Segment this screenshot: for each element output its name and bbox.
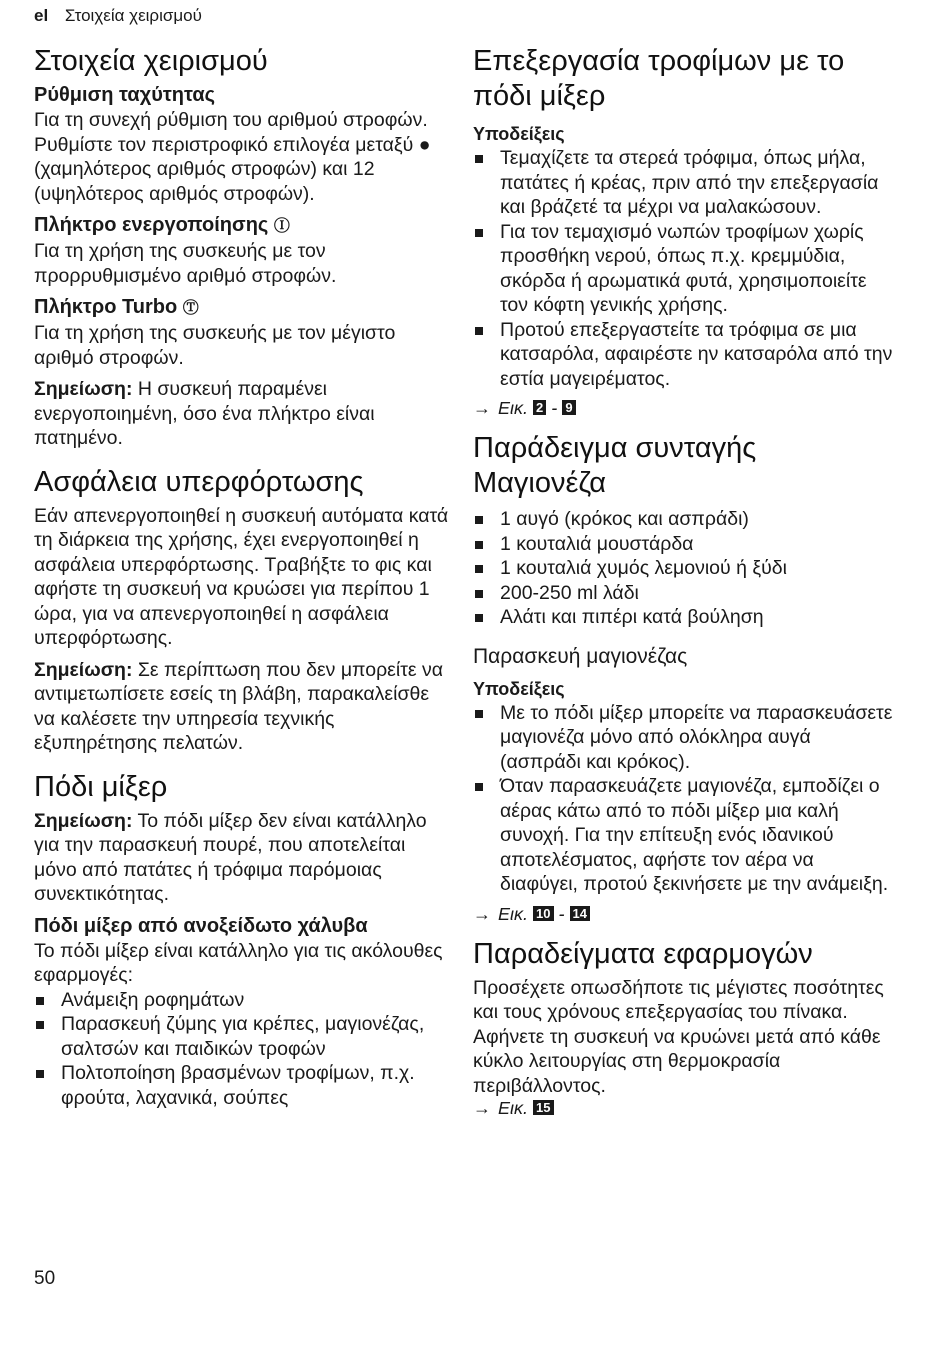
steel-heading: Πόδι μίξερ από ανοξείδωτο χάλυβα [34,914,368,937]
overload-title: Ασφάλεια υπερφόρτωσης [34,465,364,498]
processing-tips-list [473,146,893,391]
on-button-text: Για τη χρήση της συσκευής με τον προρρυθμισμένο αριθμό στροφών. [34,240,337,287]
figure-badge: 15 [533,1100,553,1115]
page-number: 50 [34,1268,56,1289]
speed-heading: Ρύθμιση ταχύτητας [34,84,216,106]
arrow-right-icon: → [473,903,491,924]
list-item: 1 κουταλιά μουστάρδα [473,532,893,557]
list-item: Ανάμειξη ροφημάτων [34,988,449,1013]
arrow-right-icon: → [473,398,491,418]
turbo-symbol-icon: Ⓣ [182,300,199,317]
header-title: Στοιχεία χειρισμού [64,6,202,25]
list-item: Για τον τεμαχισμό νωπών τροφίμων χωρίς προσθήκη νερού, όπως π.χ. κρεμμύδια, σκόρδα ή αρωματικά φυτά, χρησιμοποιείτε τον κόφτη γενικής χρήσης. [473,220,893,318]
controls-note: Σημείωση: Η συσκευή παραμένει ενεργοποιημένη, όσο ένα πλήκτρο είναι πατημένο. [34,378,375,449]
overload-note: Σημείωση: Σε περίπτωση που δεν μπορείτε να αντιμετωπίσετε εσείς τη βλάβη, παρακαλείσθε να καλέσετε την υπηρεσία τεχνικής εξυπηρέτησης πελατών. [34,658,444,754]
left-column [34,44,449,1117]
overload-text: Εάν απενεργοποιηθεί η συσκευή αυτόματα κατά τη διάρκεια της χρήσης, έχει ενεργοποιηθεί η ασφάλεια υπερφόρτωσης. Τραβήξτε το φις και αφήστε τη συσκευή να κρυώσει για περίπου 1 ώρα, για να απενεργοποιηθεί η ασφάλεια υπερφόρτωσης. [34,504,449,649]
list-item: 200-250 ml λάδι [473,581,893,606]
processing-section [473,44,893,419]
list-item: 1 αυγό (κρόκος και ασπράδι) [473,507,893,532]
steel-text: Το πόδι μίξερ είναι κατάλληλο για τις ακόλουθες εφαρμογές: [34,939,443,986]
turbo-heading: Πλήκτρο Turbo Ⓣ [34,296,199,318]
figure-reference: → Εικ. 15 [473,1098,893,1119]
overload-section [34,465,449,756]
figure-badge: 2 [533,400,546,415]
blender-section [34,770,449,1111]
examples-title: Παραδείγματα εφαρμογών [473,937,813,970]
list-item: Παρασκευή ζύμης για κρέπες, μαγιονέζας, σαλτσών και παιδικών τροφών [34,1012,449,1061]
examples-section [473,937,893,1120]
list-item: Πολτοποίηση βρασμένων τροφίμων, π.χ. φρούτα, λαχανικά, σούπες [34,1061,449,1110]
figure-reference: → Εικ. 10 - 14 [473,904,893,925]
turbo-text: Για τη χρήση της συσκευής με τον μέγιστο αριθμό στροφών. [34,322,396,369]
right-column [473,44,893,1131]
on-symbol-icon: Ⓘ [273,218,290,235]
figure-badge: 9 [562,400,575,415]
controls-section [34,44,449,451]
steel-uses-list [34,988,449,1111]
list-item: Με το πόδι μίξερ μπορείτε να παρασκευάσετε μαγιονέζα μόνο από ολόκληρα αυγά (ασπράδι και κρόκος). [473,701,893,775]
page-header [34,6,202,26]
controls-title: Στοιχεία χειρισμού [34,45,268,77]
prep-heading: Παρασκευή μαγιονέζας [473,644,688,668]
examples-text-1: Προσέχετε οπωσδήποτε τις μέγιστες ποσότητες και τους χρόνους επεξεργασίας του πίνακα. [473,976,884,1023]
on-button-heading: Πλήκτρο ενεργοποίησης Ⓘ [34,214,290,236]
arrow-right-icon: → [473,1098,491,1118]
list-item: Προτού επεξεργαστείτε τα τρόφιμα σε μια κατσαρόλα, αφαιρέστε ην κατσαρόλα από την εστία μαγειρέματος. [473,318,893,392]
figure-badge: 14 [570,906,590,921]
ingredients-list [473,507,893,630]
list-item: Αλάτι και πιπέρι κατά βούληση [473,605,893,630]
processing-title: Επεξεργασία τροφίμων με το πόδι μίξερ [473,45,845,112]
figure-reference: → Εικ. 2 - 9 [473,398,893,419]
language-code: el [34,6,49,25]
processing-tips-heading: Υποδείξεις [473,124,565,144]
list-item: 1 κουταλιά χυμός λεμονιού ή ξύδι [473,556,893,581]
recipe-section [473,431,893,925]
figure-badge: 10 [533,906,553,921]
recipe-tips-heading: Υποδείξεις [473,678,565,699]
blender-note: Σημείωση: Το πόδι μίξερ δεν είναι κατάλληλο για την παρασκευή πουρέ, που αποτελείται μόνο από πατάτες ή τρόφιμα παρόμοιας συνεκτικότητας. [34,809,427,905]
recipe-tips-list [473,701,893,897]
recipe-title: Παράδειγμα συνταγής Μαγιονέζα [473,432,757,499]
blender-title: Πόδι μίξερ [34,770,168,803]
list-item: Όταν παρασκευάζετε μαγιονέζα, εμποδίζει ο αέρας κάτω από το πόδι μίξερ μια καλή συνοχή. Για την επίτευξη ενός ιδανικού αποτελέσματος, αφήστε τον αέρα να διαφύγει, προτού ξεκινήσετε με την ανάμειξη. [473,774,893,897]
examples-text-2: Αφήνετε τη συσκευή να κρυώνει μετά από κάθε κύκλο λειτουργίας στη θερμοκρασία περιβάλλοντος. [473,1025,881,1097]
speed-text: Για τη συνεχή ρύθμιση του αριθμού στροφών. Ρυθμίστε τον περιστροφικό επιλογέα μεταξύ ● (χαμηλότερος αριθμός στροφών) και 12 (υψηλότερος αριθμός στροφών). [34,109,431,205]
list-item: Τεμαχίζετε τα στερεά τρόφιμα, όπως μήλα, πατάτες ή κρέας, πριν από την επεξεργασία και βράζετέ τα μέχρι να μαλακώσουν. [473,146,893,220]
